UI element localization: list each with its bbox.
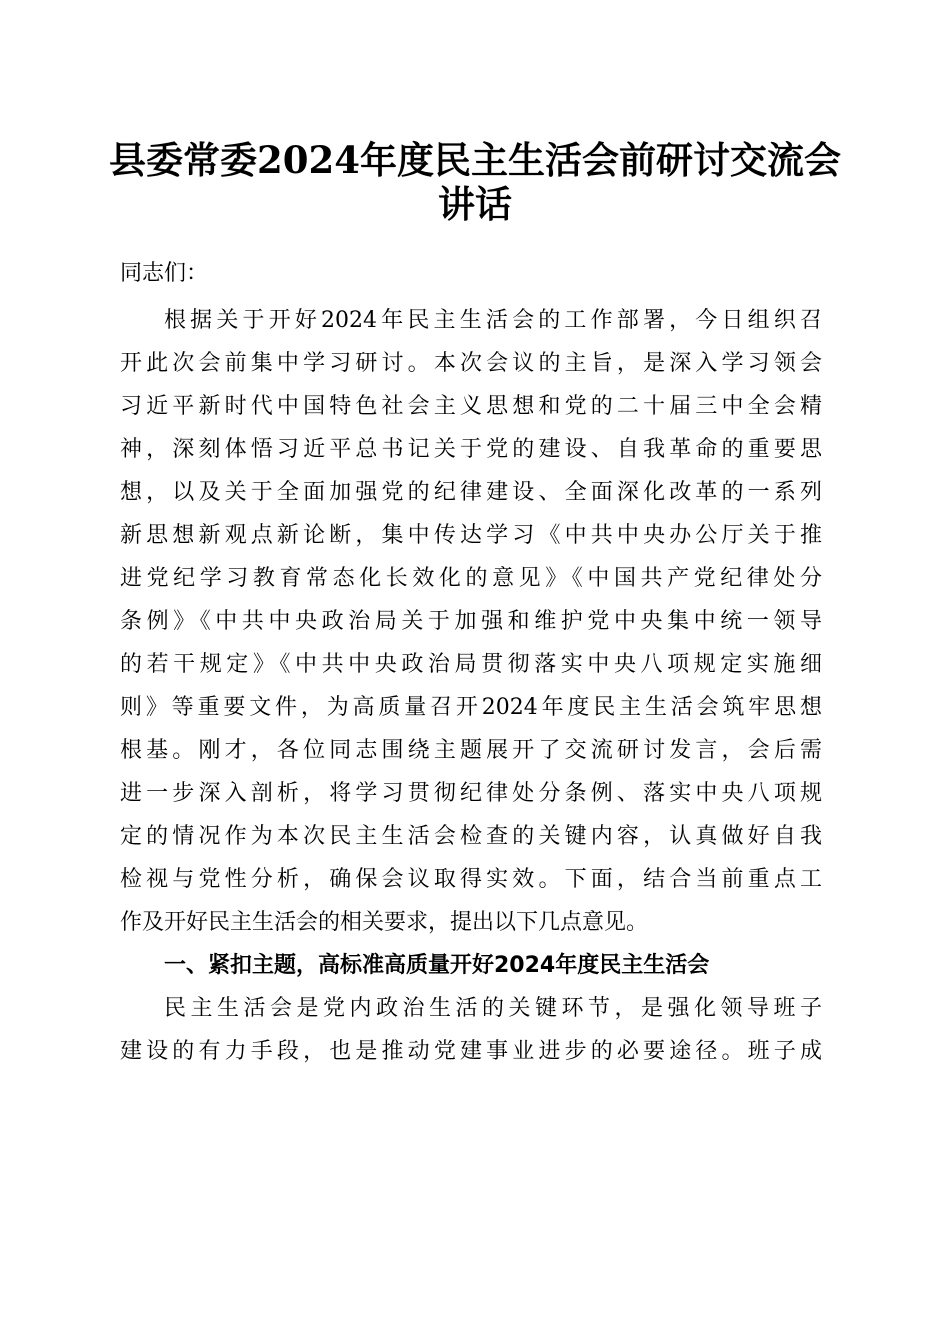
paragraph-line: 定的情况作为本次民主生活会检查的关键内容，认真做好自我 bbox=[120, 824, 822, 849]
paragraph-line: 检视与党性分析，确保会议取得实效。下面，结合当前重点工 bbox=[120, 867, 822, 892]
paragraph-line: 想，以及关于全面加强党的纪律建设、全面深化改革的一系列 bbox=[120, 480, 822, 505]
document-body bbox=[120, 252, 822, 1073]
paragraph-line: 的若干规定》《中共中央政治局贯彻落实中央八项规定实施细 bbox=[120, 652, 822, 677]
paragraph-2 bbox=[120, 987, 822, 1073]
salutation: 同志们： bbox=[120, 261, 209, 286]
paragraph-line: 根基。刚才，各位同志围绕主题展开了交流研讨发言，会后需 bbox=[120, 738, 822, 763]
paragraph-line: 习近平新时代中国特色社会主义思想和党的二十届三中全会精 bbox=[120, 394, 822, 419]
paragraph-line: 根据关于开好2024年民主生活会的工作部署，今日组织召 bbox=[164, 308, 822, 333]
paragraph-line: 条例》《中共中央政治局关于加强和维护党中央集中统一领导 bbox=[120, 609, 822, 634]
paragraph-line: 进党纪学习教育常态化长效化的意见》《中国共产党纪律处分 bbox=[120, 566, 822, 591]
title-line-2: 讲话 bbox=[438, 182, 512, 226]
paragraph-line: 神，深刻体悟习近平总书记关于党的建设、自我革命的重要思 bbox=[120, 437, 822, 462]
paragraph-line: 新思想新观点新论断，集中传达学习《中共中央办公厅关于推 bbox=[120, 523, 822, 548]
paragraph-line: 进一步深入剖析，将学习贯彻纪律处分条例、落实中央八项规 bbox=[120, 781, 822, 806]
paragraph-line: 开此次会前集中学习研讨。本次会议的主旨，是深入学习领会 bbox=[120, 351, 822, 376]
paragraph-line: 则》等重要文件，为高质量召开2024年度民主生活会筑牢思想 bbox=[120, 695, 822, 720]
paragraph-1 bbox=[120, 299, 822, 944]
paragraph-line: 民主生活会是党内政治生活的关键环节，是强化领导班子 bbox=[164, 996, 822, 1021]
document-title bbox=[0, 138, 950, 226]
title-line-1: 县委常委2024年度民主生活会前研讨交流会 bbox=[109, 138, 841, 182]
section-heading-1: 一、紧扣主题，高标准高质量开好2024年度民主生活会 bbox=[164, 953, 710, 978]
paragraph-line: 建设的有力手段，也是推动党建事业进步的必要途径。班子成 bbox=[120, 1039, 822, 1064]
paragraph-line: 作及开好民主生活会的相关要求，提出以下几点意见。 bbox=[120, 910, 649, 935]
